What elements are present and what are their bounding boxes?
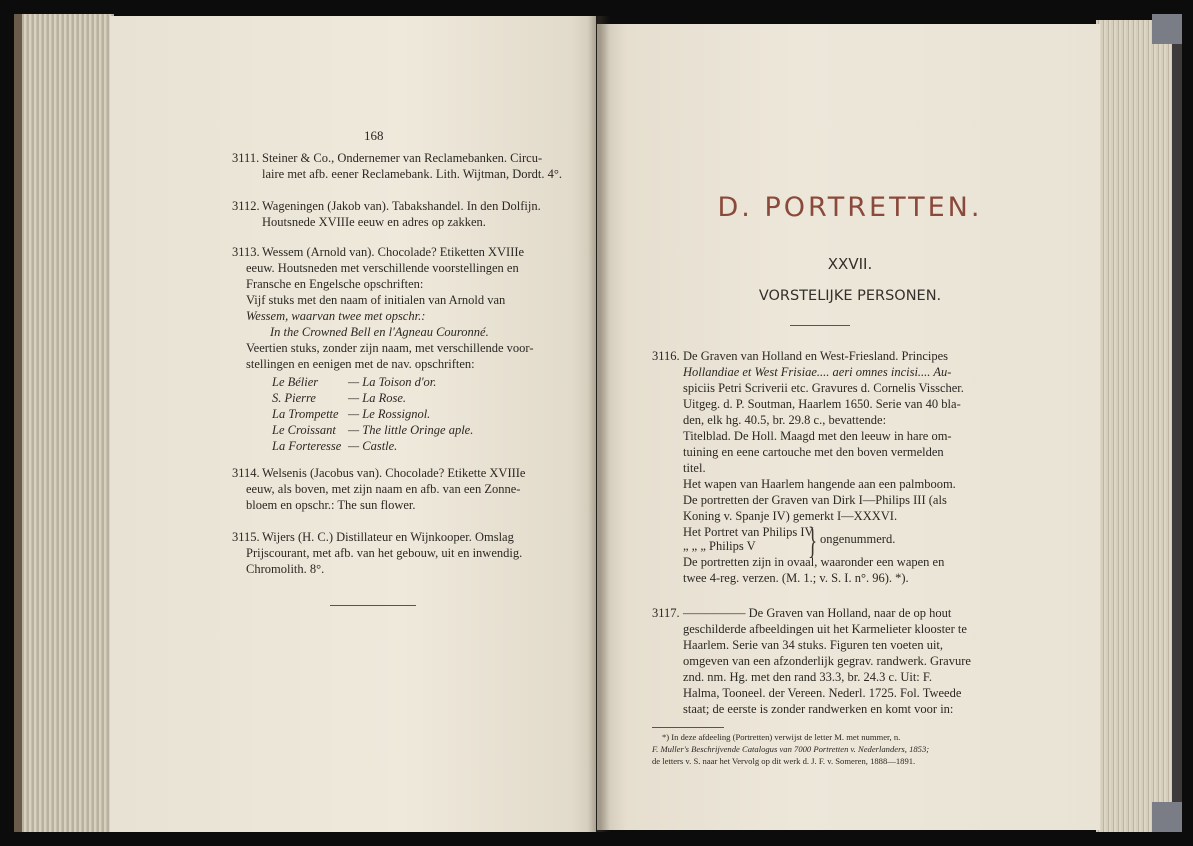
brace: } — [808, 520, 818, 562]
entry-number: 3114. — [232, 466, 260, 480]
entry-line: geschilderde afbeeldingen uit het Karmelieter klooster te — [683, 622, 967, 636]
entry-line: Wessem (Arnold van). Chocolade? Etiketten XVIIIe — [262, 245, 525, 259]
entry-line: Uitgeg. d. P. Soutman, Haarlem 1650. Serie van 40 bla- — [683, 397, 961, 411]
entry-line: Veertien stuks, zonder zijn naam, met verschillende voor- — [246, 341, 534, 355]
entry-line: Wijers (H. C.) Distillateur en Wijnkooper. Omslag — [262, 530, 514, 544]
entry-line: De Graven van Holland en West-Friesland. Principes — [683, 349, 949, 363]
page-number: 168 — [364, 128, 384, 143]
entry-line: De portretten der Graven van Dirk I—Philips III (als — [683, 493, 947, 507]
entry-line: titel. — [683, 461, 706, 475]
entry-line: Hollandiae et West Frisiae.... aeri omnes incisi.... Au- — [683, 365, 952, 379]
entry-line: twee 4-reg. verzen. (M. 1.; v. S. I. n°. 96). *). — [683, 571, 909, 585]
chapter-rule — [790, 325, 850, 326]
entry-line: Houtsnede XVIIIe eeuw en adres op zakken. — [262, 215, 486, 229]
section-title: D. PORTRETTEN. — [717, 192, 983, 223]
entry-line: eeuw. Houtsneden met verschillende voorstellingen en — [246, 261, 519, 275]
entry-line: spiciis Petri Scriverii etc. Gravures d. Cornelis Visscher. — [683, 381, 964, 395]
label-right: — The little Oringe aple. — [348, 423, 474, 437]
entry-line: znd. nm. Hg. met den rand 33.3, br. 24.3 c. Uit: F. — [683, 670, 932, 684]
entry-line: tuining en eene cartouche met den boven vermelden — [683, 445, 944, 459]
entry-line: ————— De Graven van Holland, naar de op hout — [683, 606, 952, 620]
right-page-edges — [1096, 20, 1182, 832]
entry-number: 3116. — [652, 349, 680, 363]
footnote-line: de letters v. S. naar het Vervolg op dit werk d. J. F. v. Someren, 1888—1891. — [652, 756, 916, 766]
book-gutter — [588, 16, 610, 832]
chapter-title: VORSTELIJKE PERSONEN. — [758, 288, 942, 304]
entry-line: staat; de eerste is zonder randwerken en komt voor in: — [683, 702, 954, 716]
chapter-number: XXVII. — [827, 255, 873, 273]
footnote-rule — [652, 727, 724, 728]
entry-line: De portretten zijn in ovaal, waaronder een wapen en — [683, 555, 945, 569]
entry-line: Titelblad. De Holl. Maagd met den leeuw in hare om- — [683, 429, 952, 443]
entry-number: 3113. — [232, 245, 260, 259]
entry-line: Het Portret van Philips IV — [683, 525, 814, 539]
entry-line: den, elk hg. 40.5, br. 29.8 c., bevattende: — [683, 413, 887, 427]
entry-line: bloem en opschr.: The sun flower. — [246, 498, 416, 512]
bracket-note: ongenummerd. — [820, 532, 896, 546]
cover-corner-top — [1152, 14, 1182, 44]
entry-number: 3115. — [232, 530, 260, 544]
entry-number: 3111. — [232, 151, 260, 165]
entry-line: Halma, Tooneel. der Vereen. Nederl. 1725. Fol. Tweede — [683, 686, 962, 700]
footnote-line: F. Muller's Beschrijvende Catalogus van 7000 Portretten v. Nederlanders, 1853; — [652, 744, 930, 754]
end-rule — [330, 605, 416, 606]
entry-line: Prijscourant, met afb. van het gebouw, uit en inwendig. — [246, 546, 523, 560]
entry-line: laire met afb. eener Reclamebank. Lith. Wijtman, Dordt. 4°. — [262, 167, 562, 181]
entry-line: Steiner & Co., Ondernemer van Reclamebanken. Circu- — [262, 151, 543, 165]
label-right: — Le Rossignol. — [348, 407, 431, 421]
label-left: La Trompette — [272, 407, 339, 421]
label-left: S. Pierre — [272, 391, 316, 405]
entry-line: eeuw, als boven, met zijn naam en afb. van een Zonne- — [246, 482, 521, 496]
entry-line: Koning v. Spanje IV) gemerkt I—XXXVI. — [683, 509, 898, 523]
footnote-line: *) In deze afdeeling (Portretten) verwijst de letter M. met nummer, n. — [662, 732, 901, 742]
label-right: — Castle. — [348, 439, 398, 453]
entry-line: Haarlem. Serie van 34 stuks. Figuren ten voeten uit, — [683, 638, 944, 652]
entry-line: Wageningen (Jakob van). Tabakshandel. In den Dolfijn. — [262, 199, 541, 213]
entry-line: Chromolith. 8°. — [246, 562, 325, 576]
left-page-edges — [14, 14, 114, 832]
entry-line: Vijf stuks met den naam of initialen van Arnold van — [246, 293, 506, 307]
entry-line: Wessem, waarvan twee met opschr.: — [246, 309, 426, 323]
label-left: Le Croissant — [272, 423, 336, 437]
label-right: — La Toison d'or. — [348, 375, 437, 389]
entry-line: omgeven van een afzonderlijk gegrav. randwerk. Gravure — [683, 654, 971, 668]
label-right: — La Rose. — [348, 391, 406, 405]
entry-line: Het wapen van Haarlem hangende aan een palmboom. — [683, 477, 956, 491]
entry-line: In the Crowned Bell en l'Agneau Couronné. — [270, 325, 489, 339]
entry-line: Fransche en Engelsche opschriften: — [246, 277, 424, 291]
entry-line: Welsenis (Jacobus van). Chocolade? Etikette XVIIIe — [262, 466, 526, 480]
label-left: Le Bélier — [272, 375, 319, 389]
entry-number: 3117. — [652, 606, 680, 620]
entry-line: „ „ „ Philips V — [683, 539, 756, 553]
label-left: La Forteresse — [272, 439, 342, 453]
entry-number: 3112. — [232, 199, 260, 213]
cover-corner-bottom — [1152, 802, 1182, 832]
entry-line: stellingen en eenigen met de nav. opschriften: — [246, 357, 475, 371]
